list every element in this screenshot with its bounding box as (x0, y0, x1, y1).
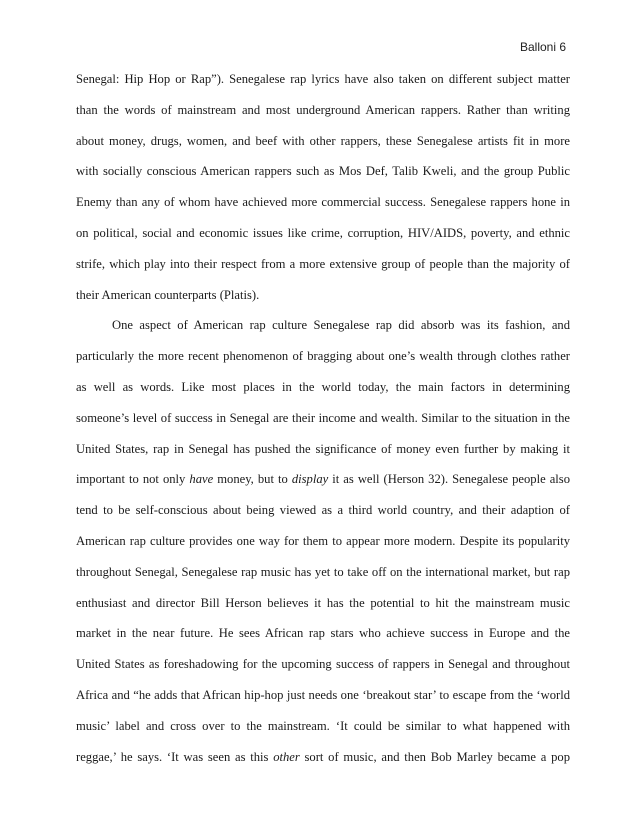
text-line-with-emphasis (76, 464, 570, 495)
text-segment: reggae,’ he says. ‘It was seen as this (76, 749, 274, 764)
text-line: as well as words. Like most places in the world today, the main factors in determining (76, 379, 570, 394)
text-line: enthusiast and director Bill Herson believes it has the potential to hit the mainstream music (76, 595, 570, 610)
text-segment: it as well (Herson 32). Senegalese people also (328, 472, 571, 487)
paragraph-start-line: One aspect of American rap culture Senegalese rap did absorb was its fashion, and (112, 318, 570, 333)
text-line: on political, social and economic issues like crime, corruption, HIV/AIDS, poverty, and ethnic (76, 225, 570, 240)
text-segment: important to not only (76, 472, 190, 487)
emphasis-other: other (273, 749, 300, 764)
text-line: someone’s level of success in Senegal are their income and wealth. Similar to the situation in the (76, 410, 570, 425)
page-header: Balloni 6 (519, 40, 566, 54)
text-line-with-emphasis (76, 742, 570, 773)
body-text (76, 64, 570, 772)
text-line: tend to be self-conscious about being viewed as a third world country, and their adaption of (76, 503, 570, 518)
text-line: Africa and “he adds that African hip-hop just needs one ‘breakout star’ to escape from the ‘world (76, 687, 570, 702)
text-line: than the words of mainstream and most underground American rappers. Rather than writing (76, 102, 570, 117)
text-line: United States, rap in Senegal has pushed the significance of money even further by making it (76, 441, 570, 456)
text-line: throughout Senegal, Senegalese rap music has yet to take off on the international market, but rap (76, 564, 570, 579)
text-line: Enemy than any of whom have achieved more commercial success. Senegalese rappers hone in (76, 195, 570, 210)
text-segment: money, but to (213, 472, 292, 487)
text-line: strife, which play into their respect from a more extensive group of people than the majority of (76, 256, 570, 271)
text-line: with socially conscious American rappers such as Mos Def, Talib Kweli, and the group Public (76, 164, 570, 179)
emphasis-have: have (189, 472, 214, 487)
text-line: market in the near future. He sees African rap stars who achieve success in Europe and the (76, 626, 570, 641)
text-line: American rap culture provides one way for them to appear more modern. Despite its popularity (76, 533, 570, 548)
text-line: Senegal: Hip Hop or Rap”). Senegalese rap lyrics have also taken on different subject matter (76, 72, 570, 86)
text-line: about money, drugs, women, and beef with other rappers, these Senegalese artists fit in more (76, 133, 570, 148)
text-segment: sort of music, and then Bob Marley became a pop (299, 749, 570, 764)
text-line: particularly the more recent phenomenon of bragging about one’s wealth through clothes rather (76, 349, 570, 364)
emphasis-display: display (291, 472, 329, 487)
paragraph-end-line: their American counterparts (Platis). (76, 287, 260, 302)
text-line: United States as foreshadowing for the upcoming success of rappers in Senegal and throughout (76, 657, 570, 672)
text-line: music’ label and cross over to the mainstream. ‘It could be similar to what happened with (76, 718, 570, 733)
